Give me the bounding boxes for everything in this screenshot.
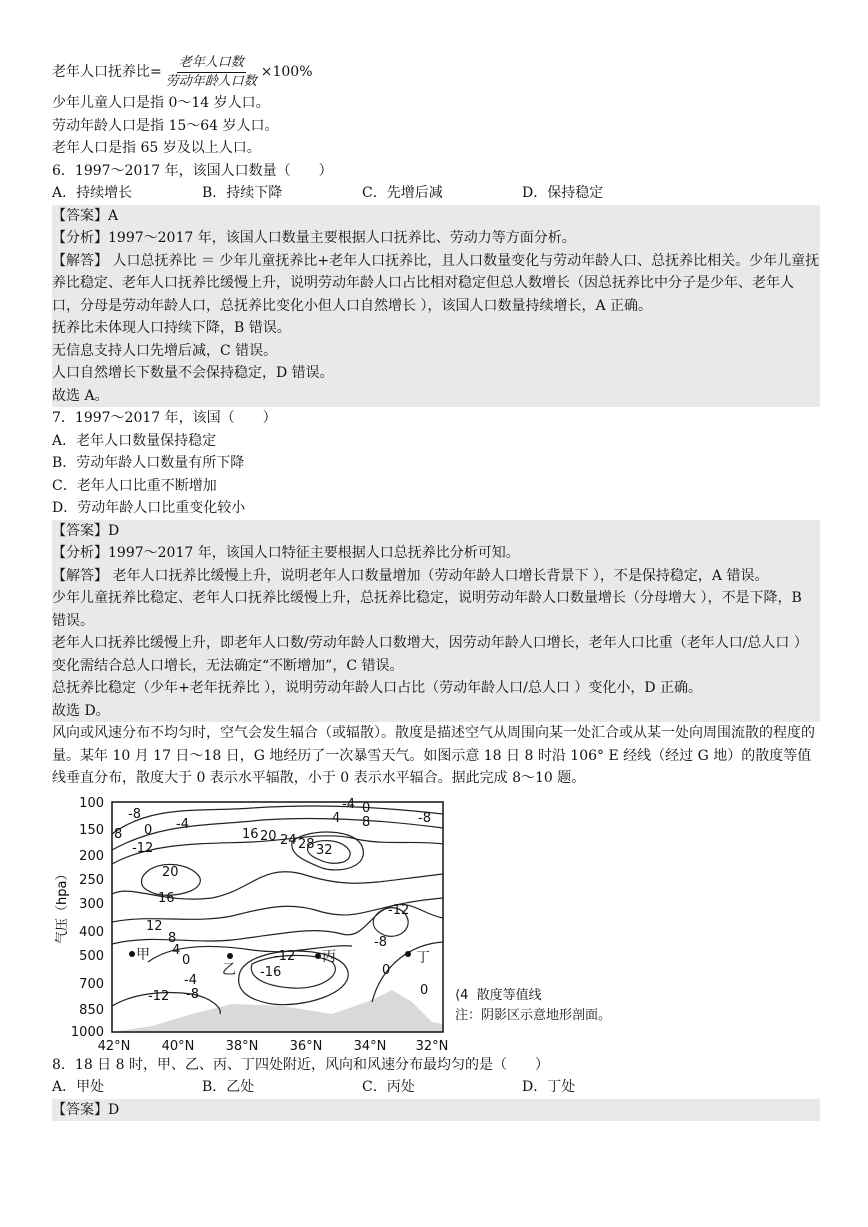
contour-label: -12 xyxy=(132,840,154,856)
answer-line: 【答案】A xyxy=(52,207,119,224)
divergence-figure xyxy=(52,794,820,1054)
definition-line: 劳动年龄人口是指 15～64 岁人口。 xyxy=(52,117,279,134)
contour-label: 8 xyxy=(114,826,123,842)
legend-symbol-value: 4 xyxy=(460,987,469,1003)
question-7-solution-block xyxy=(52,520,820,723)
conclusion-line: 故选 A。 xyxy=(52,387,109,404)
y-tick: 250 xyxy=(79,872,104,888)
question-8-options xyxy=(52,1076,820,1099)
y-tick: 1000 xyxy=(70,1024,104,1040)
y-axis-title: 气压（hpa） xyxy=(55,867,70,944)
option-a: A．甲处 xyxy=(52,1079,105,1095)
y-tick: 300 xyxy=(79,896,104,912)
solution-paragraph: 【解答】 人口总抚养比 ＝ 少年儿童抚养比+老年人口抚养比，且人口数量变化与劳动年龄人口、总抚养比相关。少年儿童抚养比稳定、老年人口抚养比缓慢上升，说明劳动年龄人口占比相对稳定但总人数增长（因总抚养比中分子是少年、老年人口，分母是劳动年龄人口，总抚养比变化小但人口自然增长 ），该国人口数量持续增长，A 正确。 xyxy=(52,252,820,314)
contour-label: 4 xyxy=(172,942,181,958)
solution-paragraph-c: 老年人口抚养比缓慢上升，即老年人口数/劳动年龄人口数增大，因劳动年龄人口增长，老年人口比重（老年人口/总人口 ）变化需结合总人口增长，无法确定“不断增加”，C 错误。 xyxy=(52,635,808,674)
contour-label: -4 xyxy=(176,816,189,832)
solution-paragraph-b: 少年儿童抚养比稳定、老年人口抚养比缓慢上升，总抚养比稳定，说明劳动年龄人口数量增长（分母增大 ），不是下降，B 错误。 xyxy=(52,590,802,629)
contour-label: -8 xyxy=(186,986,199,1002)
legend-note: 注：阴影区示意地形剖面。 xyxy=(455,1007,612,1023)
question-6-options xyxy=(52,182,820,205)
point-marker xyxy=(227,953,233,959)
y-tick: 100 xyxy=(79,795,104,811)
question-8-solution-block xyxy=(52,1099,820,1122)
contour-label: 8 xyxy=(362,814,371,830)
point-label-ding: 丁 xyxy=(416,949,430,966)
y-tick: 500 xyxy=(79,948,104,964)
point-marker xyxy=(315,953,321,959)
x-tick: 40°N xyxy=(161,1038,195,1054)
question-6-stem: 6．1997～2017 年，该国人口数量（ ） xyxy=(52,162,333,179)
question-7-stem: 7．1997～2017 年，该国（ ） xyxy=(52,410,277,426)
contour-label: 20 xyxy=(260,828,277,844)
figure-legend xyxy=(455,986,611,1026)
answer-line: 【答案】D xyxy=(52,522,120,539)
document-page xyxy=(52,52,820,1121)
x-tick: 32°N xyxy=(415,1038,449,1054)
contour-label: 16 xyxy=(158,890,175,906)
y-tick: 850 xyxy=(79,1002,104,1018)
point-label-bing: 丙 xyxy=(322,948,336,965)
x-tick: 34°N xyxy=(353,1038,387,1054)
contour-label: -12 xyxy=(148,988,170,1004)
option-c: C．丙处 xyxy=(362,1079,415,1095)
option-c: C．老年人口比重不断增加 xyxy=(52,477,217,494)
conclusion-line: 故选 D。 xyxy=(52,702,110,719)
contour-label: -12 xyxy=(274,948,296,964)
option-b: B．持续下降 xyxy=(202,185,283,201)
x-tick: 38°N xyxy=(225,1038,259,1054)
definition-line: 老年人口是指 65 岁及以上人口。 xyxy=(52,140,261,156)
contour-label: 0 xyxy=(144,822,153,838)
contour-label: 0 xyxy=(362,800,371,816)
answer-line: 【答案】D xyxy=(52,1101,120,1118)
contour-label: -4 xyxy=(184,972,197,988)
contour-label: -8 xyxy=(374,934,387,950)
contour-label: 28 xyxy=(298,836,315,852)
option-d: D．保持稳定 xyxy=(522,185,604,201)
legend-contour-text: 散度等值线 xyxy=(476,987,542,1003)
x-axis-ticks xyxy=(98,1039,449,1054)
contour-label: 12 xyxy=(146,918,163,934)
y-tick: 150 xyxy=(79,822,104,838)
option-d: D．丁处 xyxy=(522,1079,576,1095)
legend-symbol: ⟨4 xyxy=(455,987,469,1003)
option-a: A．老年人口数量保持稳定 xyxy=(52,432,217,449)
point-label-jia: 甲 xyxy=(136,946,150,963)
y-axis-ticks xyxy=(71,796,104,1040)
solution-line-d: 人口自然增长下数量不会保持稳定，D 错误。 xyxy=(52,365,334,381)
point-label-yi: 乙 xyxy=(222,961,236,978)
contour-label: 16 xyxy=(242,826,259,842)
contour-labels xyxy=(114,797,431,1004)
solution-paragraph-a: 【解答】 老年人口抚养比缓慢上升，说明老年人口数量增加（劳动年龄人口增长背景下 ），不是保持稳定，A 错误。 xyxy=(52,567,769,584)
y-tick: 700 xyxy=(79,976,104,992)
solution-line-c: 无信息支持人口先增后减，C 错误。 xyxy=(52,342,278,359)
y-tick: 400 xyxy=(79,924,104,940)
option-c: C．先增后减 xyxy=(362,185,443,201)
y-tick: 200 xyxy=(79,848,104,864)
formula-numerator: 老年人口数 xyxy=(177,54,246,73)
option-d: D．劳动年龄人口比重变化较小 xyxy=(52,500,246,516)
option-b: B．乙处 xyxy=(202,1079,255,1095)
contour-label: -12 xyxy=(388,902,410,918)
option-b: B．劳动年龄人口数量有所下降 xyxy=(52,455,245,471)
question-8-stem: 8．18 日 8 时，甲、乙、丙、丁四处附近，风向和风速分布最均匀的是（ ） xyxy=(52,1056,549,1073)
contour-label: 8 xyxy=(168,930,177,946)
point-marker xyxy=(405,951,411,957)
contour-label: 24 xyxy=(280,832,297,848)
x-tick: 42°N xyxy=(97,1038,131,1054)
formula-suffix: ×100% xyxy=(260,63,313,80)
option-a: A．持续增长 xyxy=(52,185,133,201)
contour-label: -8 xyxy=(418,810,431,826)
contour-label: -4 xyxy=(342,796,355,812)
definition-line: 少年儿童人口是指 0～14 岁人口。 xyxy=(52,95,270,111)
solution-paragraph-d: 总抚养比稳定（少年+老年抚养比 ），说明劳动年龄人口占比（劳动年龄人口/总人口 ）变化小，D 正确。 xyxy=(52,680,703,696)
analysis-line: 【分析】1997～2017 年，该国人口特征主要根据人口总抚养比分析可知。 xyxy=(52,545,520,561)
contour-label: 32 xyxy=(316,842,333,858)
contour-label: 20 xyxy=(162,864,179,880)
contour-label: -16 xyxy=(260,964,282,980)
analysis-line: 【分析】1997～2017 年，该国人口数量主要根据人口抚养比、劳动力等方面分析。 xyxy=(52,230,576,246)
formula-fraction xyxy=(164,54,259,91)
contour-label: 0 xyxy=(182,952,191,968)
contour-label: 0 xyxy=(382,962,391,978)
formula xyxy=(52,52,820,92)
legend-entry xyxy=(455,986,611,1006)
question-6-solution-block xyxy=(52,205,820,408)
x-tick: 36°N xyxy=(289,1038,323,1054)
contour-label: -8 xyxy=(128,806,141,822)
contour-label: 4 xyxy=(332,810,341,826)
contour-label: 0 xyxy=(420,982,429,998)
passage-paragraph: 风向或风速分布不均匀时，空气会发生辐合（或辐散）。散度是描述空气从周围向某一处汇合或从某一处向周围流散的程度的量。某年 10 月 17 日～18 日，G 地经历了一次暴雪天气。如图示意 18 日 8 时沿 106° E 经线（经过 G 地）的散度等值线垂直分布，散度大于 0 表示水平辐散，小于 0 表示水平辐合。据此完成 8～10 题。 xyxy=(52,725,815,786)
formula-denominator: 劳动年龄人口数 xyxy=(165,73,257,89)
point-marker xyxy=(129,951,135,957)
solution-line-b: 抚养比未体现人口持续下降，B 错误。 xyxy=(52,320,291,336)
formula-lhs: 老年人口抚养比= xyxy=(52,63,162,80)
